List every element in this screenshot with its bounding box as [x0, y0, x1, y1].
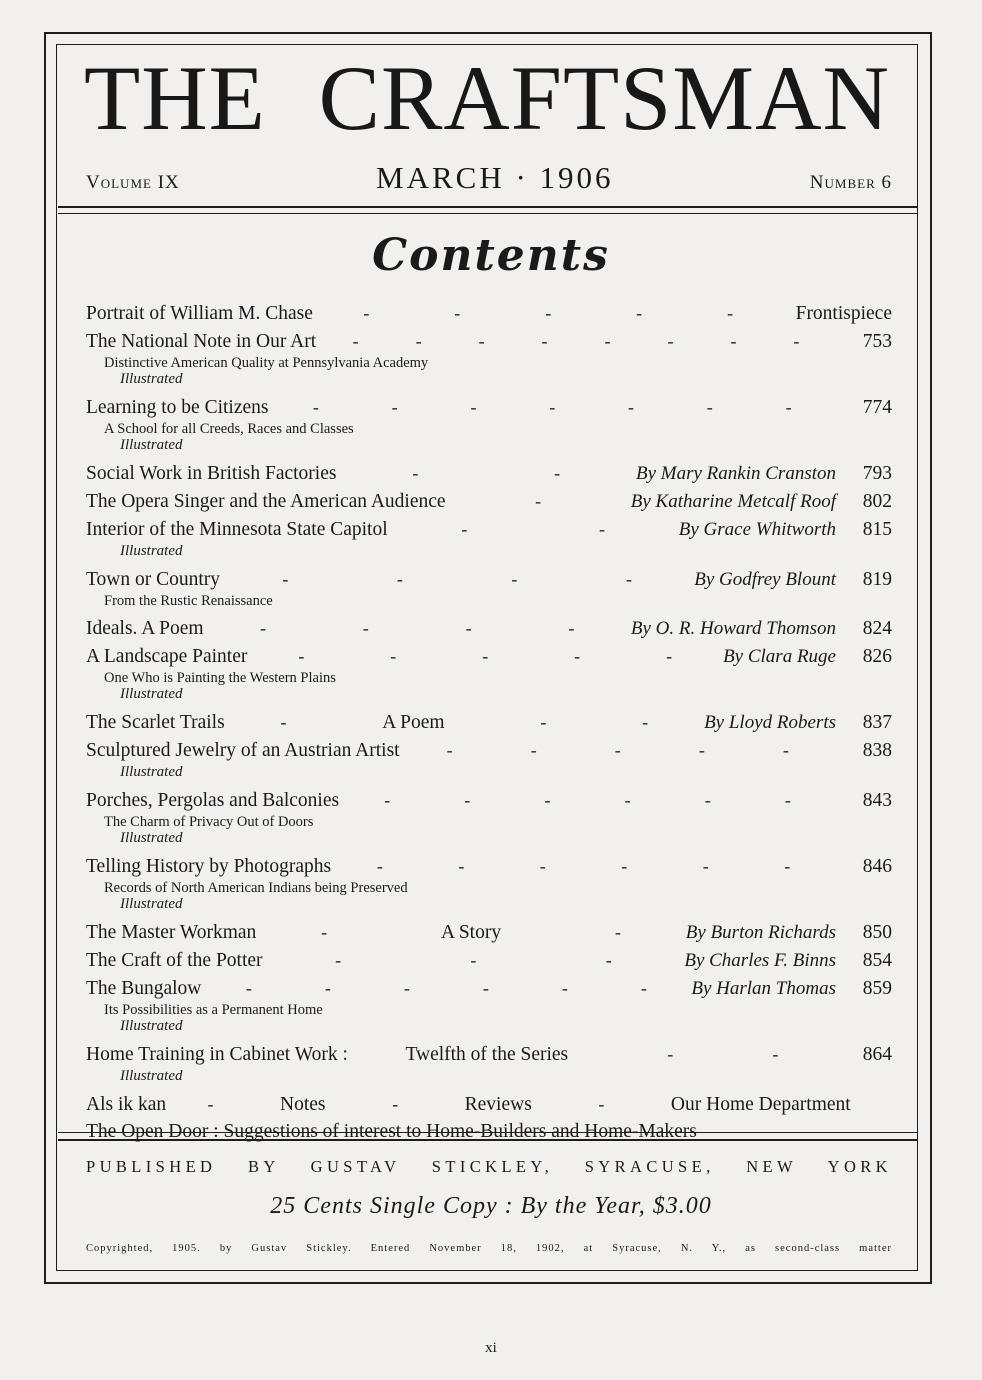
toc-entry	[86, 1091, 892, 1118]
leader-dash: -	[535, 491, 542, 511]
toc-row	[86, 516, 892, 543]
entry-leaders	[336, 460, 636, 486]
toc-entry	[86, 460, 892, 487]
leader-dash: -	[698, 740, 705, 760]
toc-row	[86, 566, 892, 593]
entry-title: Ideals. A Poem	[86, 618, 204, 639]
entry-page: 859	[862, 978, 892, 999]
illustrated-note: Illustrated	[120, 1068, 183, 1084]
entry-title: Portrait of William M. Chase	[86, 303, 313, 324]
toc-entry	[86, 516, 892, 560]
toc-entry	[86, 709, 892, 736]
footer-rule-top	[58, 1132, 918, 1133]
toc-row	[86, 787, 892, 814]
leader-dash: -	[793, 331, 800, 351]
leader-dash: -	[574, 646, 581, 666]
leader-dash: -	[544, 790, 551, 810]
leader-dash: -	[470, 397, 477, 417]
toc-row	[86, 853, 892, 880]
leader-dash: -	[730, 331, 737, 351]
entry-leaders	[388, 516, 679, 542]
leader-dash: -	[259, 618, 266, 638]
entry-title: The Opera Singer and the American Audience	[86, 491, 446, 512]
leader-dash: -	[568, 618, 575, 638]
entry-page: 838	[862, 740, 892, 761]
toc-entry	[86, 975, 892, 1035]
entry-page: 774	[862, 397, 892, 418]
leader-dash: -	[545, 303, 552, 323]
leader-dash: -	[704, 790, 711, 810]
toc-row	[86, 737, 892, 764]
leader-dash: -	[391, 397, 398, 417]
toc-row	[86, 328, 892, 355]
leader-dash: -	[482, 646, 489, 666]
leader-dash: -	[549, 397, 556, 417]
toc-entry	[86, 737, 892, 781]
entry-page: 826	[862, 646, 892, 667]
leader-dash: -	[772, 1044, 779, 1064]
entry-leaders	[201, 975, 691, 1001]
entry-note: Twelfth of the Series	[405, 1044, 569, 1065]
leader-dash: -	[390, 646, 397, 666]
leader-dash: -	[458, 856, 465, 876]
toc-row	[86, 975, 892, 1002]
illustrated-note: Illustrated	[120, 896, 183, 912]
entry-leaders	[166, 1091, 892, 1118]
entry-title: Als ik kan	[86, 1094, 167, 1115]
leader-dash: -	[280, 712, 287, 732]
toc-row	[86, 615, 892, 642]
leader-dash: -	[298, 646, 305, 666]
leader-dash: -	[605, 950, 612, 970]
publisher-line: PUBLISHED BY GUSTAV STICKLEY, SYRACUSE, NEW YORK	[86, 1157, 892, 1176]
toc-row	[86, 300, 892, 327]
issue-line	[86, 160, 892, 196]
toc-entry	[86, 643, 892, 703]
leader-dash: -	[324, 978, 331, 998]
price-line: 25 Cents Single Copy : By the Year, $3.00	[270, 1193, 712, 1219]
entry-title: Social Work in British Factories	[86, 463, 337, 484]
toc-entry	[86, 300, 892, 327]
leader-dash: -	[412, 463, 419, 483]
leader-dash: -	[396, 569, 403, 589]
entry-note: Our Home Department	[670, 1094, 851, 1115]
masthead	[84, 47, 890, 149]
toc-entry	[86, 1041, 892, 1085]
leader-dash: -	[782, 740, 789, 760]
entry-leaders	[204, 615, 631, 641]
leader-dash: -	[403, 978, 410, 998]
entry-author: By Lloyd Roberts	[704, 712, 836, 733]
leader-dash: -	[376, 856, 383, 876]
leader-dash: -	[321, 922, 328, 942]
leader-dash: -	[541, 331, 548, 351]
leader-dash: -	[362, 618, 369, 638]
leader-dash: -	[727, 303, 734, 323]
entry-leaders	[220, 566, 694, 592]
entry-page: 846	[862, 856, 892, 877]
entry-author: By Clara Ruge	[723, 646, 836, 667]
leader-dash: -	[640, 978, 647, 998]
leader-dash: -	[561, 978, 568, 998]
volume-label: Volume IX	[86, 172, 180, 193]
entry-leaders	[348, 1041, 836, 1068]
leader-dash: -	[478, 331, 485, 351]
entry-title: Interior of the Minnesota State Capitol	[86, 519, 388, 540]
entry-title: Town or Country	[86, 569, 221, 590]
entry-title: A Landscape Painter	[86, 646, 248, 667]
leader-dash: -	[446, 740, 453, 760]
entry-author: By O. R. Howard Thomson	[630, 618, 836, 639]
leader-dash: -	[642, 712, 649, 732]
leader-dash: -	[464, 790, 471, 810]
leader-dash: -	[636, 303, 643, 323]
entry-page: 864	[862, 1044, 892, 1065]
entry-subtitle: Its Possibilities as a Permanent Home	[104, 1002, 323, 1018]
entry-page: Frontispiece	[795, 303, 892, 324]
leader-dash: -	[511, 569, 518, 589]
entry-leaders	[313, 300, 784, 326]
leader-dash: -	[784, 856, 791, 876]
entry-subtitle: A School for all Creeds, Races and Classes	[104, 421, 354, 437]
leader-dash: -	[282, 569, 289, 589]
entry-title: The Open Door : Suggestions of interest to Home-Builders and Home-Makers	[86, 1121, 697, 1142]
entry-author: By Katharine Metcalf Roof	[630, 491, 836, 512]
leader-dash: -	[470, 950, 477, 970]
toc-row	[86, 919, 892, 946]
leader-dash: -	[784, 790, 791, 810]
entry-title: The Scarlet Trails	[86, 712, 225, 733]
entry-subtitle: Distinctive American Quality at Pennsylvania Academy	[104, 355, 429, 371]
toc-row	[86, 947, 892, 974]
toc-entry	[86, 947, 892, 974]
entry-subtitle: One Who is Painting the Western Plains	[104, 670, 336, 686]
entry-leaders	[400, 737, 836, 763]
entry-subtitle: From the Rustic Renaissance	[104, 593, 273, 609]
entry-author: By Grace Whitworth	[678, 519, 836, 540]
entry-page: 793	[862, 463, 892, 484]
leader-dash: -	[667, 1044, 674, 1064]
entry-leaders	[256, 919, 686, 946]
entry-note: Notes	[280, 1094, 326, 1115]
leader-dash: -	[706, 397, 713, 417]
leader-dash: -	[465, 618, 472, 638]
entry-page: 854	[862, 950, 892, 971]
leader-dash: -	[598, 1094, 605, 1114]
toc-row	[86, 488, 892, 515]
leader-dash: -	[363, 303, 370, 323]
entry-title: The National Note in Our Art	[86, 331, 317, 352]
issue-date: MARCH · 1906	[376, 160, 614, 195]
table-of-contents	[86, 300, 892, 1146]
toc-entry	[86, 919, 892, 946]
entry-page: 753	[862, 331, 892, 352]
leader-dash: -	[454, 303, 461, 323]
leader-dash: -	[667, 331, 674, 351]
toc-entry	[86, 787, 892, 847]
entry-author: By Godfrey Blount	[694, 569, 836, 590]
entry-author: By Burton Richards	[685, 922, 836, 943]
leader-dash: -	[604, 331, 611, 351]
leader-dash: -	[625, 569, 632, 589]
leader-dash: -	[614, 922, 621, 942]
entry-note: A Poem	[382, 712, 445, 733]
illustrated-note: Illustrated	[120, 543, 183, 559]
leader-dash: -	[785, 397, 792, 417]
entry-leaders	[247, 643, 723, 669]
toc-row	[86, 1041, 892, 1068]
entry-title: The Bungalow	[86, 978, 202, 999]
entry-leaders	[316, 328, 836, 354]
entry-note: A Story	[440, 922, 502, 943]
entry-page: 850	[862, 922, 892, 943]
toc-entry	[86, 328, 892, 388]
toc-row	[86, 643, 892, 670]
leader-dash: -	[392, 1094, 399, 1114]
toc-entry	[86, 488, 892, 515]
illustrated-note: Illustrated	[120, 1018, 183, 1034]
toc-row	[86, 394, 892, 421]
leader-dash: -	[461, 519, 468, 539]
leader-dash: -	[540, 712, 547, 732]
leader-dash: -	[624, 790, 631, 810]
page-folio: xi	[485, 1340, 497, 1356]
entry-note: Reviews	[464, 1094, 532, 1115]
leader-dash: -	[666, 646, 673, 666]
illustrated-note: Illustrated	[120, 437, 183, 453]
leader-dash: -	[530, 740, 537, 760]
entry-author: By Charles F. Binns	[684, 950, 836, 971]
leader-dash: -	[614, 740, 621, 760]
copyright-line: Copyrighted, 1905. by Gustav Stickley. Entered November 18, 1902, at Syracuse, N. Y., as second-class matter	[86, 1243, 892, 1254]
toc-entry	[86, 853, 892, 913]
header-rule-bottom	[58, 213, 918, 214]
illustrated-note: Illustrated	[120, 371, 183, 387]
masthead-word-craftsman: CRAFTSMAN	[318, 47, 890, 149]
leader-dash: -	[335, 950, 342, 970]
entry-subtitle: Records of North American Indians being Preserved	[104, 880, 408, 896]
leader-dash: -	[554, 463, 561, 483]
leader-dash: -	[384, 790, 391, 810]
entry-leaders	[263, 947, 685, 973]
entry-author: By Mary Rankin Cranston	[635, 463, 836, 484]
entry-title: Porches, Pergolas and Balconies	[86, 790, 340, 811]
toc-entry	[86, 566, 892, 609]
illustrated-note: Illustrated	[120, 764, 183, 780]
entry-leaders	[269, 394, 837, 420]
entry-subtitle: The Charm of Privacy Out of Doors	[104, 814, 314, 830]
entry-page: 815	[862, 519, 892, 540]
toc-entry	[86, 615, 892, 642]
leader-dash: -	[482, 978, 489, 998]
leader-dash: -	[702, 856, 709, 876]
leader-dash: -	[312, 397, 319, 417]
leader-dash: -	[207, 1094, 214, 1114]
contents-heading: Contents	[372, 230, 610, 281]
entry-leaders	[331, 853, 836, 879]
header-rule-top	[58, 206, 918, 208]
leader-dash: -	[598, 519, 605, 539]
entry-title: Learning to be Citizens	[86, 397, 269, 418]
toc-entry	[86, 394, 892, 454]
entry-page: 843	[862, 790, 892, 811]
entry-title: The Craft of the Potter	[86, 950, 263, 971]
number-label: Number 6	[809, 172, 892, 193]
toc-row	[86, 1091, 892, 1118]
leader-dash: -	[621, 856, 628, 876]
leader-dash: -	[245, 978, 252, 998]
entry-leaders	[339, 787, 836, 813]
entry-page: 837	[862, 712, 892, 733]
toc-row	[86, 709, 892, 736]
entry-page: 802	[862, 491, 892, 512]
entry-title: Sculptured Jewelry of an Austrian Artist	[86, 740, 400, 761]
toc-row	[86, 460, 892, 487]
entry-leaders	[225, 709, 704, 736]
entry-page: 824	[862, 618, 892, 639]
leader-dash: -	[352, 331, 359, 351]
footer-rule-bottom	[58, 1139, 918, 1141]
entry-author: By Harlan Thomas	[691, 978, 836, 999]
leader-dash: -	[539, 856, 546, 876]
entry-leaders	[446, 488, 631, 514]
leader-dash: -	[415, 331, 422, 351]
entry-title: Telling History by Photographs	[86, 856, 332, 877]
masthead-word-the: THE	[84, 47, 266, 149]
entry-title: Home Training in Cabinet Work :	[86, 1044, 348, 1065]
leader-dash: -	[628, 397, 635, 417]
illustrated-note: Illustrated	[120, 686, 183, 702]
entry-title: The Master Workman	[86, 922, 257, 943]
illustrated-note: Illustrated	[120, 830, 183, 846]
entry-page: 819	[862, 569, 892, 590]
